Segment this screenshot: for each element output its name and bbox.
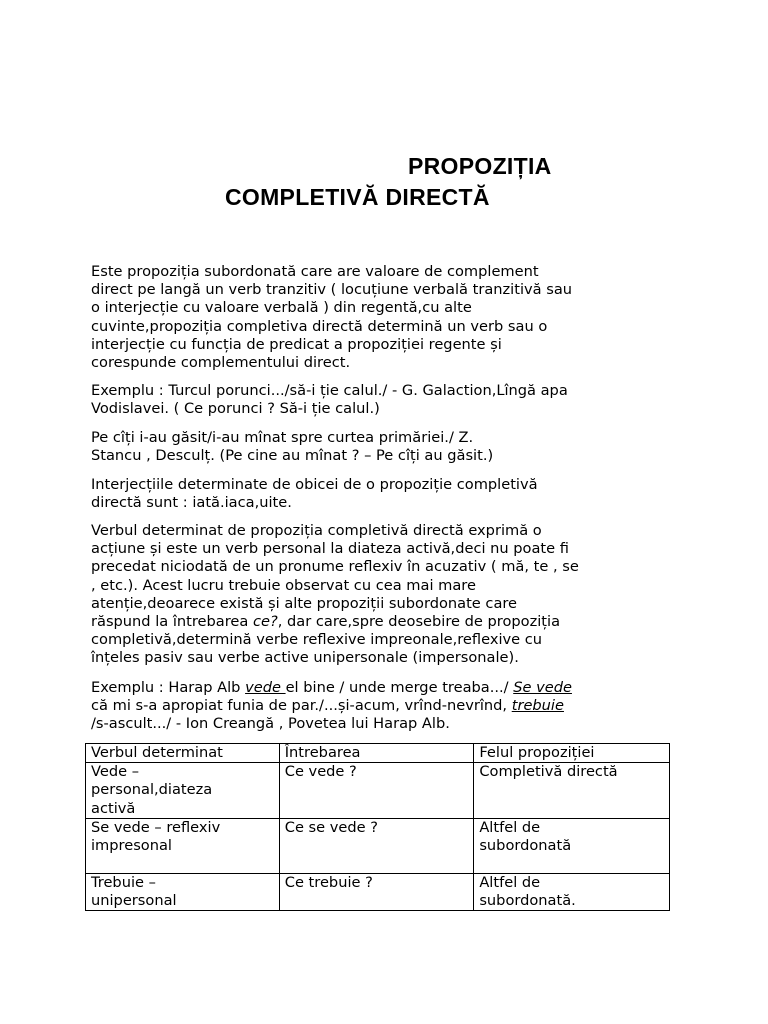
table-cell: Altfel de subordonată (474, 818, 670, 873)
verb-rule-text-end: , dar care,spre deosebire de propoziția completivă,determină verbe reflexive impreonale,reflexive cu înțeles pasiv sau verbe active unipersonale (impersonale). (91, 613, 561, 667)
example-2-paragraph: Pe cîți i-au găsit/i-au mînat spre curtea primăriei./ Z. Stancu , Desculț. (Pe cine au mînat ? – Pe cîți au găsit.) (91, 429, 494, 465)
example-3-prefix: Exemplu : Harap Alb (91, 679, 246, 696)
table-header-cell: Felul propoziției (474, 744, 670, 763)
verb-comparison-table (85, 743, 670, 911)
table-cell: Trebuie – unipersonal (86, 873, 280, 910)
table-header-row (86, 744, 670, 763)
table-header-cell: Verbul determinat (86, 744, 280, 763)
example-3-trebuie: trebuie (511, 697, 564, 715)
example-3-vede: vede (245, 679, 286, 696)
table-row (86, 873, 670, 910)
example-3-se-vede: Se vede (513, 679, 572, 696)
table-cell: Ce trebuie ? (279, 873, 474, 910)
table-cell: Altfel de subordonată. (474, 873, 670, 910)
table-cell: Completivă directă (474, 763, 670, 819)
title-line-2: COMPLETIVĂ DIRECTĂ (225, 184, 490, 210)
table-row (86, 818, 670, 873)
table-cell: Vede – personal,diateza activă (86, 763, 280, 819)
table-cell: Ce se vede ? (279, 818, 474, 873)
example-3-paragraph (91, 679, 691, 734)
verb-rule-question: ce? (252, 613, 278, 631)
verb-rule-text: Verbul determinat de propoziția completivă directă exprimă o acțiune și este un verb personal la diateza activă,deci nu poate fi precedat niciodată de un pronume reflexiv în acuzativ ( mă, te , se , etc.). Acest lucru trebuie observat cu cea mai mare atenție,deoarece există și alte propoziții subordonate care răspund la întrebarea (91, 522, 579, 631)
verb-rule-paragraph (91, 522, 691, 668)
example-3-suffix: /s-ascult.../ - Ion Creangă , Povetea lui Harap Alb. (91, 715, 450, 733)
table-cell: Ce vede ? (279, 763, 474, 819)
table-cell: Se vede – reflexiv impresonal (86, 818, 280, 873)
example-3-middle-1: el bine / unde merge treaba.../ (285, 679, 514, 696)
table-row (86, 763, 670, 819)
example-3-middle-2: că mi s-a apropiat funia de par./...și-acum, vrînd-nevrînd, (91, 697, 508, 715)
table-header-cell: Întrebarea (279, 744, 474, 763)
title-line-1: PROPOZIȚIA (408, 153, 552, 179)
interjections-paragraph: Interjecțiile determinate de obicei de o propoziție completivă directă sunt : iată.iaca,uite. (91, 476, 538, 512)
example-1-paragraph: Exemplu : Turcul porunci.../să-i ție calul./ - G. Galaction,Lîngă apa Vodislavei. ( Ce porunci ? Să-i ție calul.) (91, 382, 568, 418)
definition-paragraph: Este propoziția subordonată care are valoare de complement direct pe langă un verb tranzitiv ( locuțiune verbală tranzitivă sau o interjecție cu valoare verbală ) din regentă,cu alte cuvinte,propoziția completiva directă determină un verb sau o interjecție cu funcția de predicat a propoziției regente și corespunde complementului direct. (91, 263, 573, 372)
